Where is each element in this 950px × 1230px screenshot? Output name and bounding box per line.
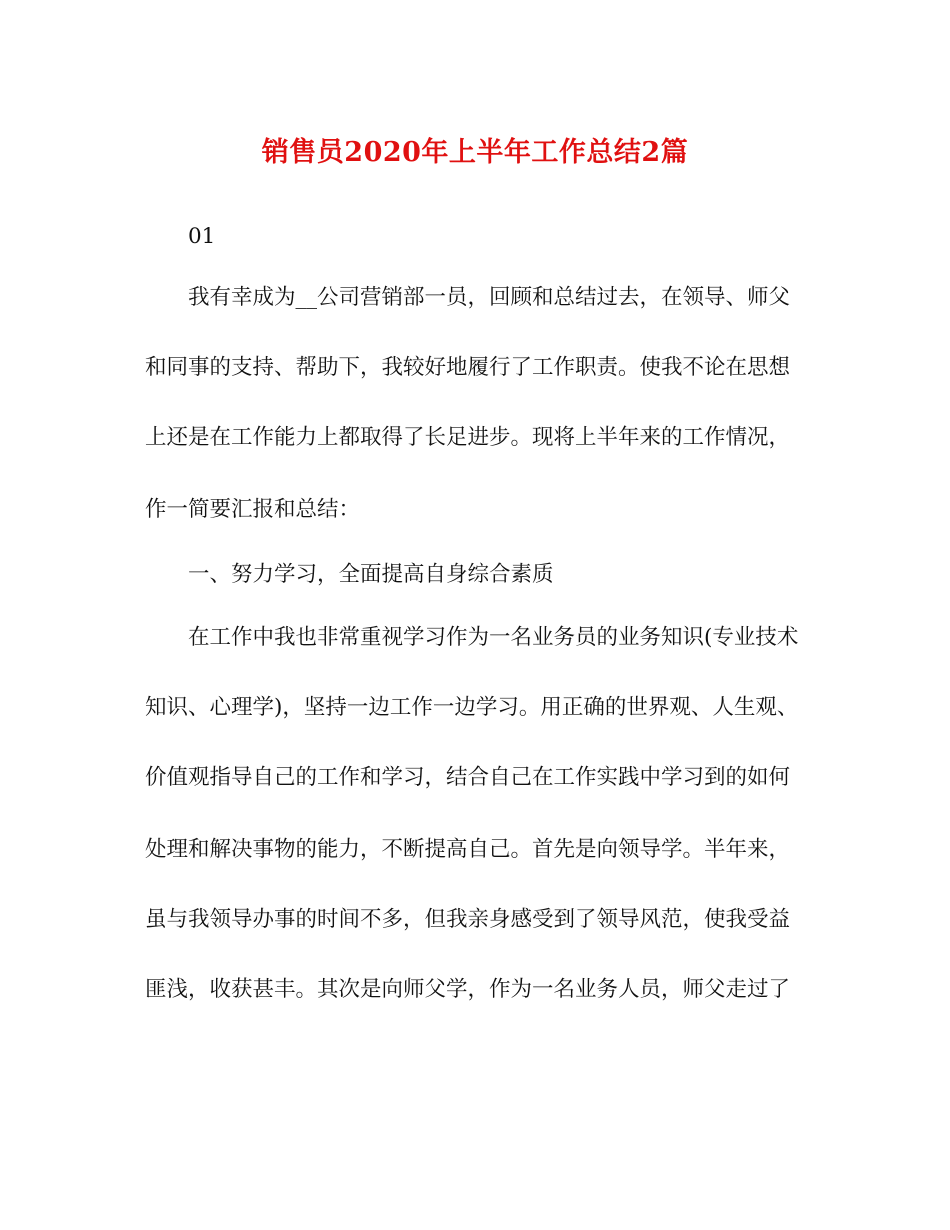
section-number: 01 [188,224,216,249]
paragraph-line: 作一简要汇报和总结： [145,497,361,522]
paragraph-line: 和同事的支持、帮助下，我较好地履行了工作职责。使我不论在思想 [145,355,791,380]
document-title: 销售员2020年上半年工作总结2篇 [261,137,689,168]
paragraph-line: 虽与我领导办事的时间不多，但我亲身感受到了领导风范，使我受益 [145,907,791,932]
paragraph-line: 知识、心理学)，坚持一边工作一边学习。用正确的世界观、人生观、 [145,695,799,720]
section-heading: 一、努力学习，全面提高自身综合素质 [188,562,554,587]
paragraph-line: 上还是在工作能力上都取得了长足进步。现将上半年来的工作情况， [145,425,791,450]
paragraph-line: 我有幸成为__公司营销部一员，回顾和总结过去，在领导、师父 [188,285,791,310]
paragraph-line: 匪浅，收获甚丰。其次是向师父学，作为一名业务人员，师父走过了 [145,977,791,1002]
paragraph-line: 价值观指导自己的工作和学习，结合自己在工作实践中学习到的如何 [145,765,791,790]
paragraph-line: 在工作中我也非常重视学习作为一名业务员的业务知识(专业技术 [188,625,799,650]
paragraph-line: 处理和解决事物的能力，不断提高自己。首先是向领导学。半年来， [145,837,791,862]
